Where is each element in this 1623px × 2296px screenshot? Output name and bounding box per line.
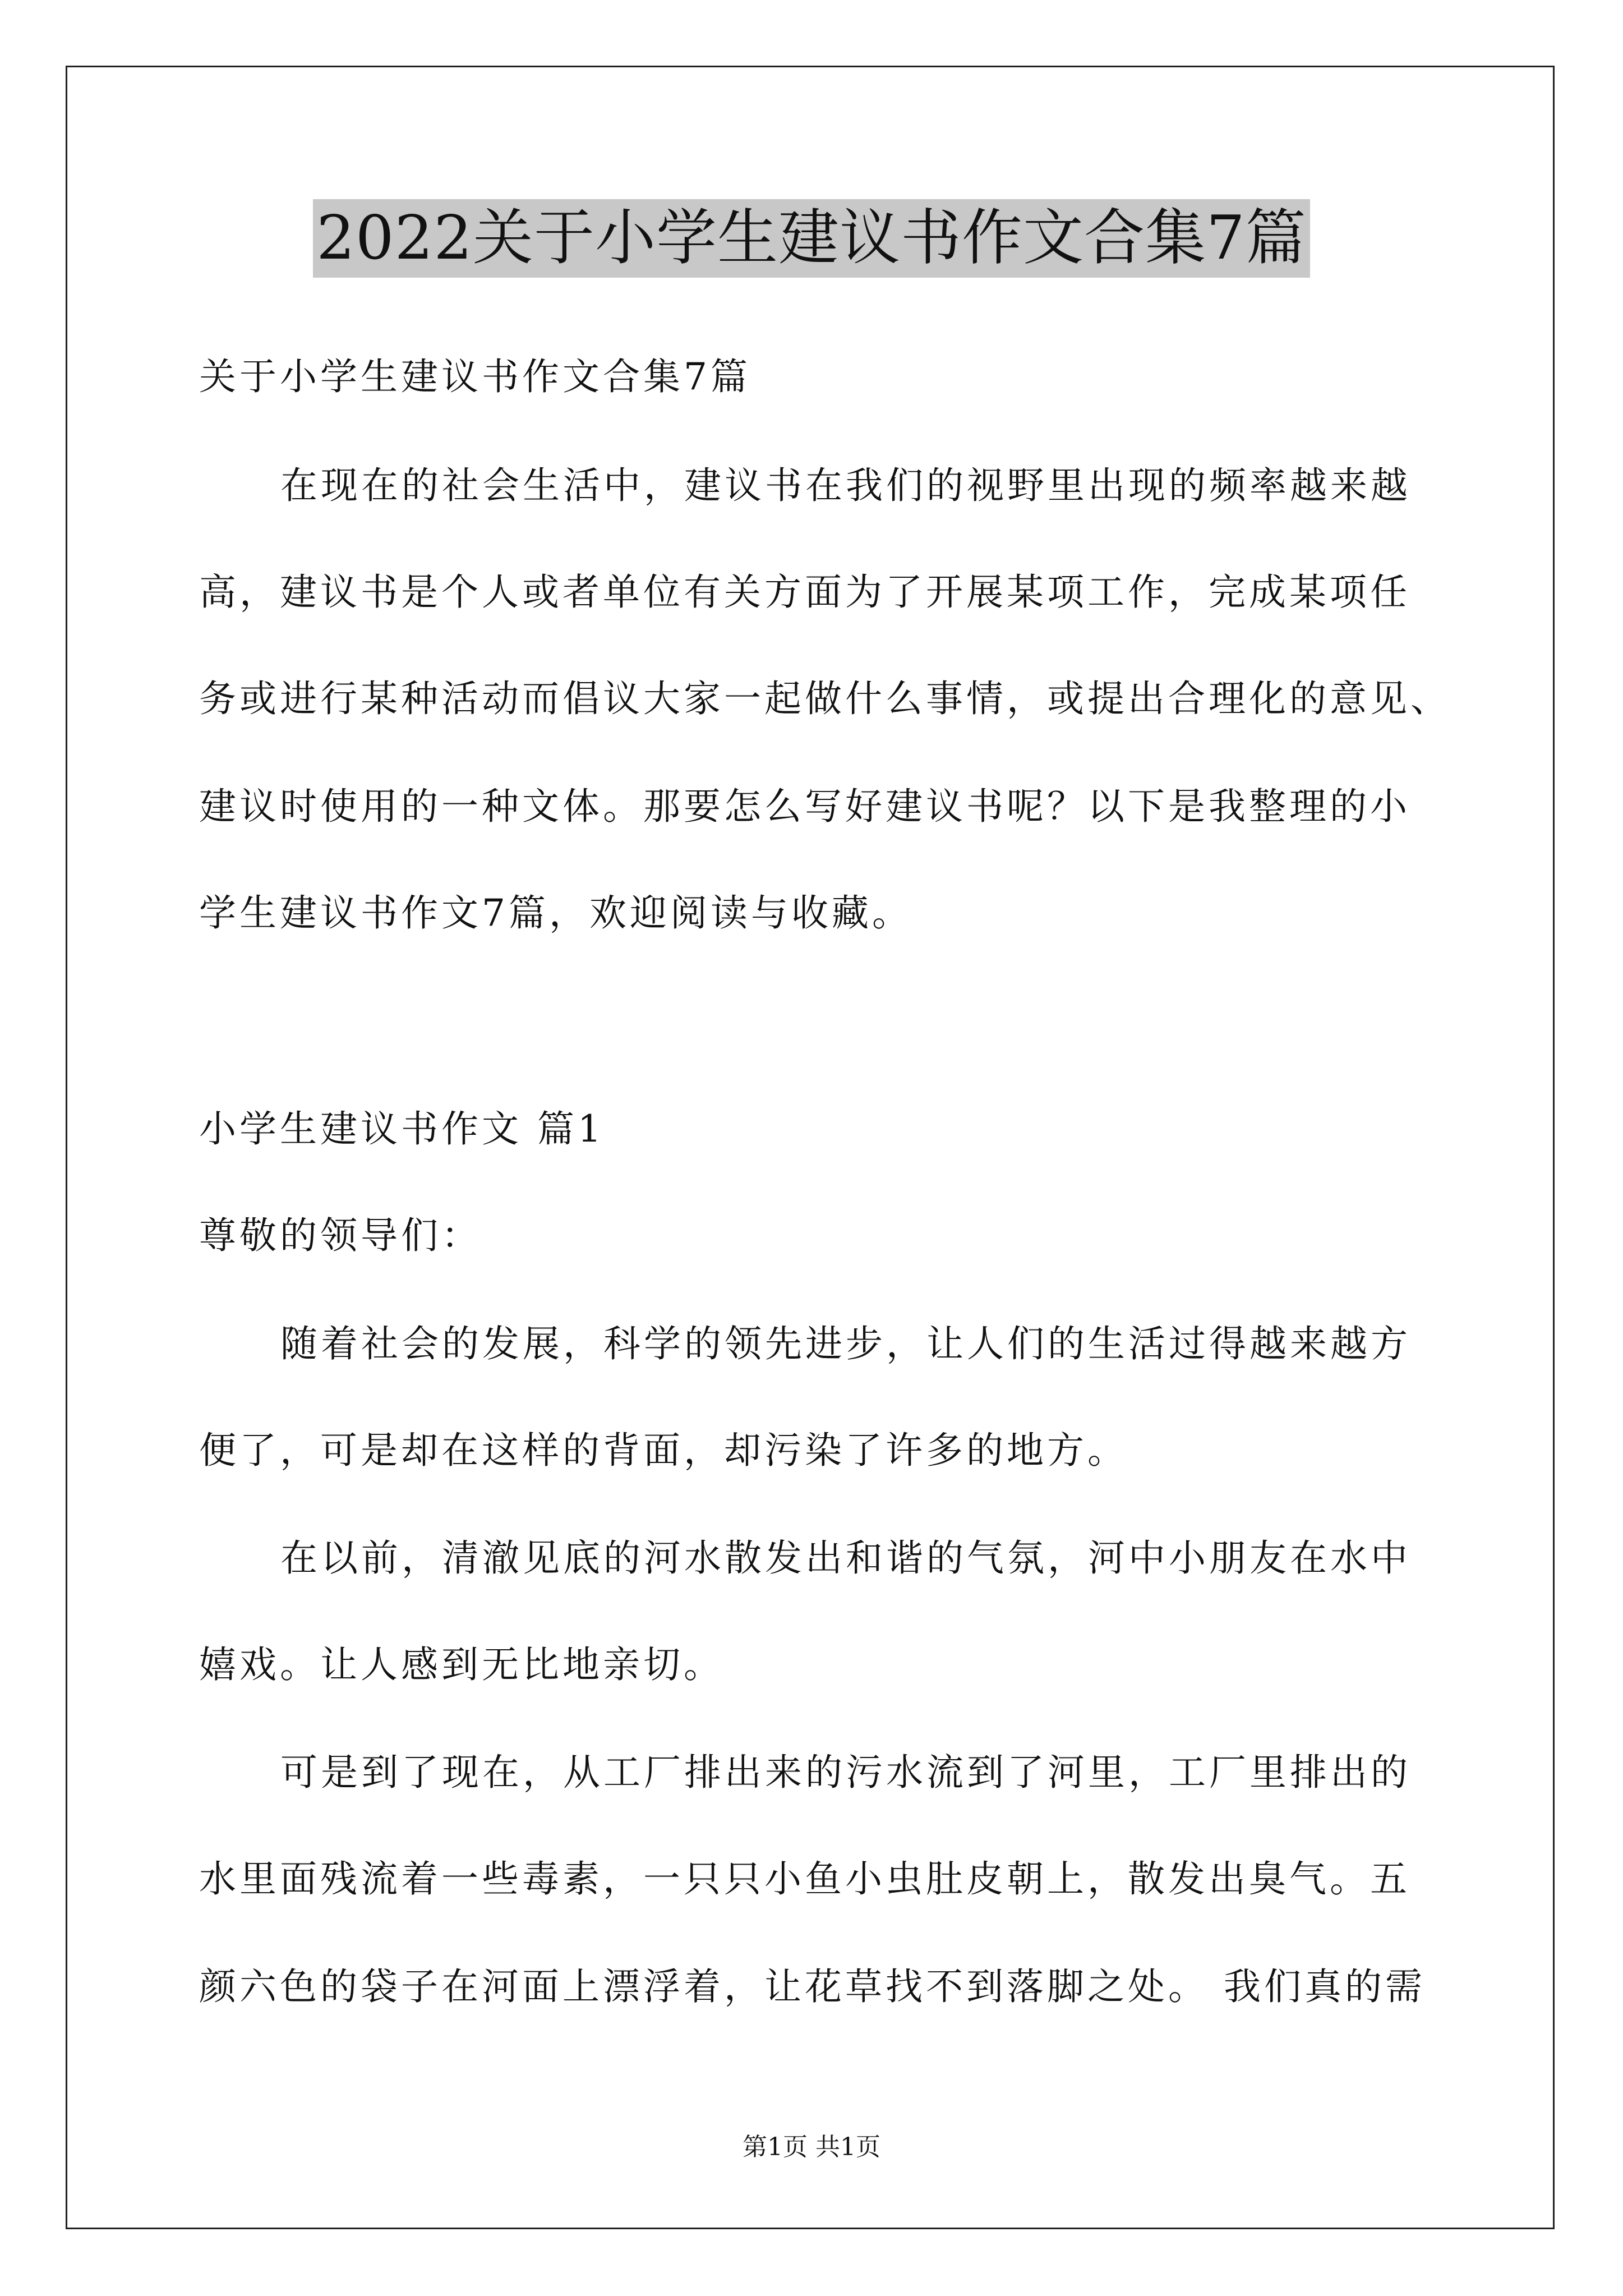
intro-line: 务或进行某种活动而倡议大家一起做什么事情，或提出合理化的意见、 [199,677,1451,720]
intro-line: 学生建议书作文7篇，欢迎阅读与收藏。 [199,891,912,935]
body-line: 在以前，清澈见底的河水散发出和谐的气氛，河中小朋友在水中 [280,1536,1411,1580]
salutation: 尊敬的领导们： [199,1214,482,1257]
section-heading: 小学生建议书作文 篇1 [199,1107,605,1151]
document-subtitle: 关于小学生建议书作文合集7篇 [199,355,751,398]
body-line: 嬉戏。让人感到无比地亲切。 [199,1643,724,1686]
body-line: 颜六色的袋子在河面上漂浮着，让花草找不到落脚之处。 我们真的需 [199,1965,1426,2008]
page-footer: 第1页 共1页 [743,2133,880,2161]
intro-line: 建议时使用的一种文体。那要怎么写好建议书呢？以下是我整理的小 [199,785,1410,828]
title-container [0,199,1623,278]
document-title: 2022关于小学生建议书作文合集7篇 [313,199,1310,278]
body-line: 便了，可是却在这样的背面，却污染了许多的地方。 [199,1429,1128,1472]
intro-line: 高，建议书是个人或者单位有关方面为了开展某项工作，完成某项任 [199,570,1410,614]
body-line: 可是到了现在，从工厂排出来的污水流到了河里，工厂里排出的 [280,1751,1411,1794]
body-line: 水里面残流着一些毒素，一只只小鱼小虫肚皮朝上，散发出臭气。五 [199,1857,1410,1901]
intro-line: 在现在的社会生活中，建议书在我们的视野里出现的频率越来越 [280,464,1411,507]
body-line: 随着社会的发展，科学的领先进步，让人们的生活过得越来越方 [280,1322,1411,1365]
